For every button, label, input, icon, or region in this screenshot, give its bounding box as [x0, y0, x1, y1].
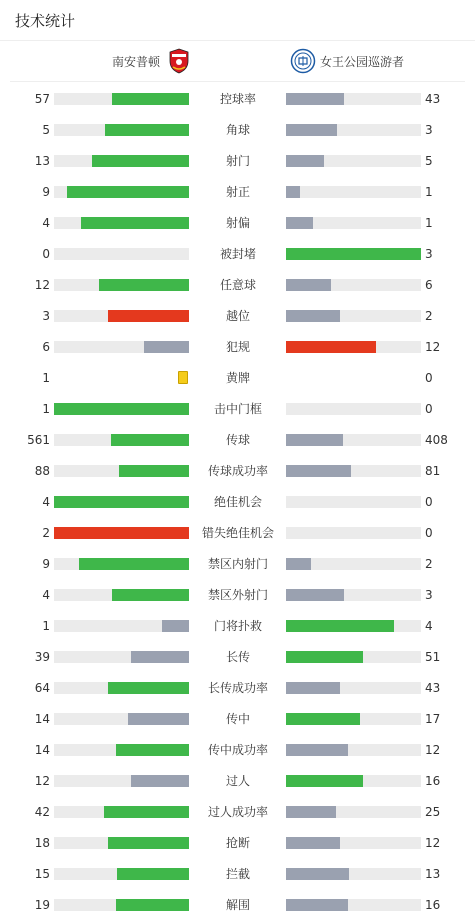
away-value: 0 — [425, 402, 433, 416]
away-bar-fill — [286, 868, 349, 880]
home-bar-fill — [111, 434, 189, 446]
home-bar-fill — [54, 403, 189, 415]
home-bar-fill — [79, 558, 189, 570]
away-bar-fill — [286, 806, 336, 818]
home-bar-track — [54, 775, 189, 787]
home-bar-track — [54, 837, 189, 849]
stat-row — [0, 549, 475, 580]
away-value: 3 — [425, 123, 433, 137]
home-bar-track — [54, 248, 189, 260]
away-bar-fill — [286, 186, 300, 198]
stat-label: 射偏 — [225, 216, 250, 230]
stat-label: 传球 — [225, 433, 250, 447]
home-bar-track — [54, 620, 189, 632]
home-value: 18 — [34, 836, 50, 850]
away-value: 2 — [425, 557, 433, 571]
away-bar-track — [286, 775, 421, 787]
away-bar-fill — [286, 713, 360, 725]
home-bar-fill — [128, 713, 189, 725]
home-bar-track — [54, 496, 189, 508]
stat-label: 击中门框 — [213, 402, 262, 416]
away-bar-track — [286, 434, 421, 446]
home-bar-track — [54, 806, 189, 818]
stat-row — [0, 84, 475, 115]
away-value: 16 — [425, 774, 441, 788]
away-value: 4 — [425, 619, 433, 633]
home-value: 2 — [42, 526, 50, 540]
away-bar-fill — [286, 217, 313, 229]
stat-row — [0, 859, 475, 890]
away-value: 81 — [425, 464, 441, 478]
stat-label: 过人成功率 — [207, 805, 268, 819]
stat-label: 禁区内射门 — [207, 557, 268, 571]
home-bar-fill — [117, 868, 189, 880]
home-value: 3 — [42, 309, 50, 323]
stat-row — [0, 518, 475, 549]
away-bar-fill — [286, 620, 394, 632]
away-team-name: 女王公园巡游者 — [320, 54, 405, 69]
stat-row — [0, 394, 475, 425]
home-bar-track — [54, 527, 189, 539]
home-value: 88 — [34, 464, 50, 478]
home-bar-fill — [116, 744, 189, 756]
away-bar-track — [286, 496, 421, 508]
home-value: 9 — [42, 557, 50, 571]
home-bar-track — [54, 155, 189, 167]
away-value: 408 — [425, 433, 448, 447]
home-bar-fill — [112, 589, 189, 601]
away-bar-track — [286, 837, 421, 849]
home-value: 39 — [34, 650, 50, 664]
home-bar-fill — [104, 806, 189, 818]
away-bar-track — [286, 744, 421, 756]
stat-label: 解围 — [225, 898, 250, 912]
stats-list — [0, 84, 475, 921]
away-value: 13 — [425, 867, 441, 881]
away-value: 6 — [425, 278, 433, 292]
home-value: 14 — [34, 712, 50, 726]
away-bar-fill — [286, 682, 340, 694]
home-bar-track — [54, 744, 189, 756]
home-bar-track — [54, 651, 189, 663]
home-value: 0 — [42, 247, 50, 261]
qpr-crest-icon — [290, 48, 316, 74]
stat-row — [0, 363, 475, 394]
away-bar-track — [286, 124, 421, 136]
stat-label: 角球 — [225, 123, 250, 137]
away-value: 2 — [425, 309, 433, 323]
away-bar-fill — [286, 558, 311, 570]
away-bar-track — [286, 186, 421, 198]
stat-label: 犯规 — [225, 340, 250, 354]
stat-label: 错失绝佳机会 — [201, 526, 274, 540]
away-bar-track — [286, 341, 421, 353]
home-bar-fill — [54, 527, 189, 539]
stat-label: 拦截 — [225, 867, 250, 881]
home-bar-track — [54, 341, 189, 353]
away-bar-track — [286, 620, 421, 632]
stat-label: 长传成功率 — [207, 681, 268, 695]
home-bar-track — [54, 186, 189, 198]
home-bar-fill — [108, 310, 189, 322]
home-bar-track — [54, 682, 189, 694]
home-bar-fill — [92, 155, 189, 167]
away-value: 12 — [425, 743, 441, 757]
home-bar-fill — [144, 341, 189, 353]
stat-row — [0, 301, 475, 332]
home-value: 13 — [34, 154, 50, 168]
stat-row — [0, 487, 475, 518]
away-value: 51 — [425, 650, 441, 664]
home-value: 12 — [34, 774, 50, 788]
teams-header — [10, 41, 465, 82]
stat-row — [0, 611, 475, 642]
stat-label: 抢断 — [225, 836, 250, 850]
home-value: 15 — [34, 867, 50, 881]
away-value: 43 — [425, 681, 441, 695]
away-bar-track — [286, 155, 421, 167]
home-value: 4 — [42, 216, 50, 230]
stat-row — [0, 115, 475, 146]
stat-row — [0, 673, 475, 704]
home-value: 6 — [42, 340, 50, 354]
away-bar-track — [286, 217, 421, 229]
away-bar-fill — [286, 465, 351, 477]
home-value: 561 — [27, 433, 50, 447]
stat-row — [0, 766, 475, 797]
away-bar-fill — [286, 155, 324, 167]
home-value: 1 — [42, 619, 50, 633]
home-bar-fill — [112, 93, 189, 105]
home-value: 42 — [34, 805, 50, 819]
away-value: 25 — [425, 805, 441, 819]
stat-label: 越位 — [225, 309, 250, 323]
away-value: 1 — [425, 185, 433, 199]
away-value: 1 — [425, 216, 433, 230]
home-bar-fill — [119, 465, 189, 477]
away-bar-fill — [286, 899, 348, 911]
stat-row — [0, 890, 475, 921]
away-bar-fill — [286, 248, 421, 260]
home-bar-fill — [67, 186, 189, 198]
stat-row — [0, 828, 475, 859]
stat-row — [0, 580, 475, 611]
home-value: 64 — [34, 681, 50, 695]
home-bar-track — [54, 124, 189, 136]
home-bar-track — [54, 713, 189, 725]
away-bar-track — [286, 310, 421, 322]
stat-label: 被封堵 — [219, 247, 256, 261]
away-bar-fill — [286, 279, 331, 291]
home-value: 1 — [42, 402, 50, 416]
stat-label: 射门 — [225, 154, 250, 168]
home-value: 57 — [34, 92, 50, 106]
home-value: 4 — [42, 588, 50, 602]
away-bar-track — [286, 527, 421, 539]
stat-label: 传中成功率 — [207, 743, 268, 757]
stat-row — [0, 704, 475, 735]
away-bar-fill — [286, 775, 363, 787]
home-value: 4 — [42, 495, 50, 509]
away-bar-track — [286, 589, 421, 601]
away-bar-fill — [286, 744, 348, 756]
away-bar-fill — [286, 589, 344, 601]
away-bar-track — [286, 558, 421, 570]
away-bar-track — [286, 465, 421, 477]
home-bar-track — [54, 589, 189, 601]
home-value: 9 — [42, 185, 50, 199]
away-value: 0 — [425, 371, 433, 385]
stat-row — [0, 270, 475, 301]
away-value: 17 — [425, 712, 441, 726]
home-value: 1 — [42, 371, 50, 385]
home-team[interactable] — [112, 48, 192, 74]
home-bar-track — [54, 868, 189, 880]
stat-label: 禁区外射门 — [207, 588, 268, 602]
stat-label: 控球率 — [219, 92, 256, 106]
home-bar-fill — [105, 124, 189, 136]
stat-row — [0, 146, 475, 177]
stat-label: 门将扑救 — [213, 619, 262, 633]
home-bar-fill — [81, 217, 189, 229]
stat-row — [0, 208, 475, 239]
stat-row — [0, 642, 475, 673]
away-team[interactable] — [290, 48, 404, 74]
away-bar-track — [286, 651, 421, 663]
stat-label: 黄牌 — [225, 371, 250, 385]
stat-label: 射正 — [225, 185, 250, 199]
stat-row — [0, 332, 475, 363]
away-value: 5 — [425, 154, 433, 168]
away-bar-fill — [286, 124, 337, 136]
away-bar-track — [286, 403, 421, 415]
away-value: 3 — [425, 588, 433, 602]
home-bar-track — [54, 310, 189, 322]
away-value: 16 — [425, 898, 441, 912]
away-bar-fill — [286, 93, 344, 105]
stat-row — [0, 239, 475, 270]
southampton-crest-icon — [166, 48, 192, 74]
yellow-card-icon — [178, 371, 188, 384]
away-value: 0 — [425, 526, 433, 540]
page-title: 技术统计 — [0, 0, 475, 41]
home-bar-fill — [108, 682, 189, 694]
home-bar-fill — [54, 496, 189, 508]
away-value: 3 — [425, 247, 433, 261]
home-bar-track — [54, 899, 189, 911]
away-bar-fill — [286, 341, 376, 353]
home-value: 5 — [42, 123, 50, 137]
home-bar-track — [54, 403, 189, 415]
home-bar-fill — [131, 651, 189, 663]
away-bar-fill — [286, 434, 343, 446]
stat-label: 过人 — [225, 774, 250, 788]
stat-label: 任意球 — [219, 278, 256, 292]
away-bar-fill — [286, 837, 340, 849]
away-bar-track — [286, 682, 421, 694]
home-value: 19 — [34, 898, 50, 912]
stat-row — [0, 797, 475, 828]
away-bar-track — [286, 868, 421, 880]
away-bar-fill — [286, 651, 363, 663]
home-bar-track — [54, 279, 189, 291]
stat-row — [0, 735, 475, 766]
away-value: 0 — [425, 495, 433, 509]
stat-label: 绝佳机会 — [213, 495, 262, 509]
home-bar-track — [54, 465, 189, 477]
away-bar-track — [286, 279, 421, 291]
home-bar-fill — [99, 279, 189, 291]
away-bar-track — [286, 899, 421, 911]
away-bar-track — [286, 806, 421, 818]
away-bar-track — [286, 93, 421, 105]
away-bar-track — [286, 248, 421, 260]
home-team-name: 南安普顿 — [111, 54, 160, 69]
home-bar-track — [54, 93, 189, 105]
stat-label: 传球成功率 — [207, 464, 268, 478]
away-bar-fill — [286, 310, 340, 322]
stat-label: 长传 — [225, 650, 250, 664]
home-value: 12 — [34, 278, 50, 292]
stat-label: 传中 — [225, 712, 250, 726]
home-bar-track — [54, 217, 189, 229]
home-bar-track — [54, 434, 189, 446]
away-value: 12 — [425, 340, 441, 354]
stat-row — [0, 425, 475, 456]
away-value: 43 — [425, 92, 441, 106]
home-bar-fill — [162, 620, 189, 632]
home-value: 14 — [34, 743, 50, 757]
away-bar-track — [286, 713, 421, 725]
home-bar-fill — [108, 837, 189, 849]
home-bar-fill — [116, 899, 189, 911]
home-bar-fill — [131, 775, 189, 787]
home-bar-track — [54, 558, 189, 570]
stat-row — [0, 177, 475, 208]
away-value: 12 — [425, 836, 441, 850]
stat-row — [0, 456, 475, 487]
